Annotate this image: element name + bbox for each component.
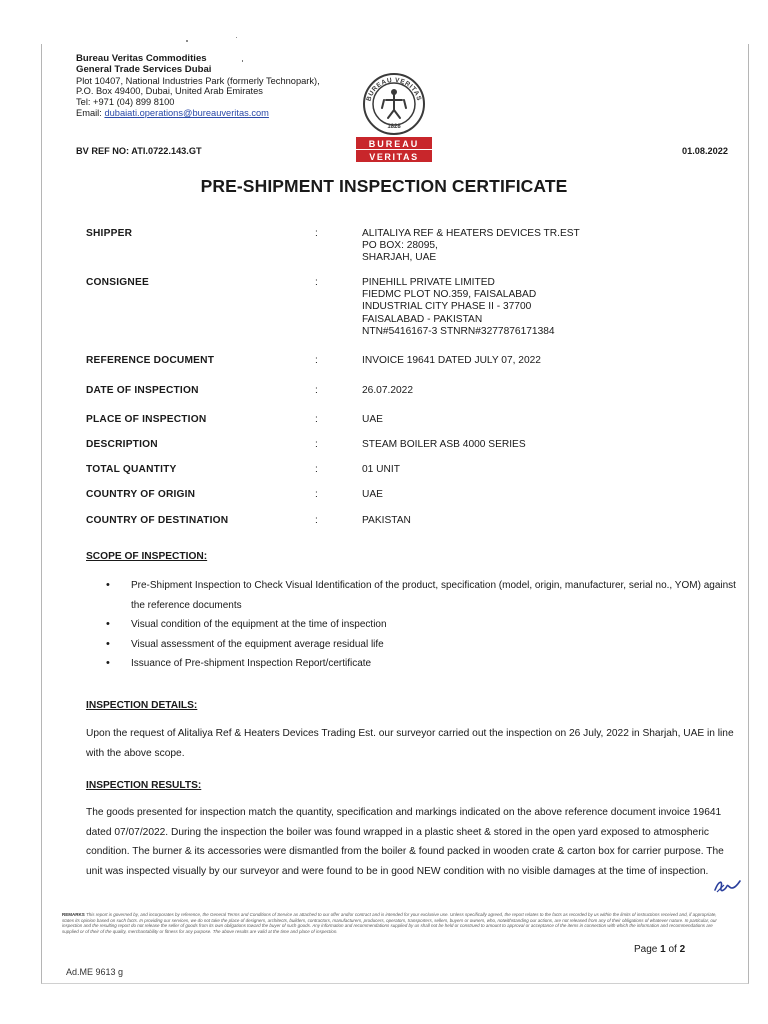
company-address-block: [76, 54, 320, 119]
field-label: CONSIGNEE: [86, 277, 149, 288]
document-date: 01.08.2022: [682, 146, 728, 156]
field-label: COUNTRY OF ORIGIN: [86, 489, 196, 500]
remarks-label: REMARKS: [62, 912, 85, 917]
email-link[interactable]: dubaiati.operations@bureauveritas.com: [104, 107, 269, 118]
field-value: ALITALIYA REF & HEATERS DEVICES TR.EST PO BOX: 28095, SHARJAH, UAE: [362, 228, 580, 264]
logo-word-bureau: BUREAU: [368, 139, 420, 149]
field-label: REFERENCE DOCUMENT: [86, 355, 215, 366]
logo-figure-icon: [382, 89, 406, 118]
list-item: • Visual assessment of the equipment average residual life: [106, 635, 736, 655]
details-paragraph: Upon the request of Alitaliya Ref & Heaters Devices Trading Est. our surveyor carried out the inspection on 26 July, 2022 in Sharjah, UAE in line with the above scope.: [86, 728, 734, 759]
field-label: TOTAL QUANTITY: [86, 464, 177, 475]
field-label: SHIPPER: [86, 228, 133, 239]
field-separator: :: [315, 385, 318, 396]
page-prefix: Page: [634, 944, 658, 955]
details-heading: INSPECTION DETAILS:: [86, 700, 198, 711]
field-value: INVOICE 19641 DATED JULY 07, 2022: [362, 355, 541, 366]
list-item: • Issuance of Pre-shipment Inspection Report/certificate: [106, 654, 736, 674]
field-separator: :: [315, 515, 318, 526]
scope-list: [106, 576, 736, 674]
field-separator: :: [315, 277, 318, 288]
field-value: PINEHILL PRIVATE LIMITED FIEDMC PLOT NO.359, FAISALABAD INDUSTRIAL CITY PHASE II - 37700 FAISALABAD - PAKISTAN NTN#5416167-3 STNRN#3277876171384: [362, 277, 555, 337]
field-separator: :: [315, 489, 318, 500]
results-heading: INSPECTION RESULTS:: [86, 780, 202, 791]
email-line: [76, 108, 320, 119]
logo-ring-text: BUREAU VERITAS: [365, 76, 423, 103]
page-current: 1: [660, 944, 666, 955]
email-label: Email:: [76, 107, 102, 118]
page-of: of: [668, 944, 677, 955]
address-line-2: P.O. Box 49400, Dubai, United Arab Emirates: [76, 86, 263, 97]
field-value: 26.07.2022: [362, 385, 413, 396]
remarks-text: This report is governed by, and incorporates by reference, the General Terms and Conditions of Service as attached to our offer and/or contract and is intended for your exclusive use. Unless specifically agreed, the report relates to the facts as recorded by us within the limits of instructions received and, if appropriate, states its opinion based on such facts. In providing our services, we do not take the place of designers, architects, builders, contractors, manufacturers, producers, operators, transporters, sellers, buyers or owners, who, notwithstanding our actions, are not released from any of their obligations of whatever nature. In particular, our inspection and the resulting report do not release the seller of goods from its own obligations toward the buyer of such goods. Any information and recommendations supplied by us shall not be held or construed to amount to approval or acceptance of the items in connection with which the information and recommendations are supplied or of their of the quality, merchantability or fitness for any purpose. The above results are valid at the time and place of inspection.: [62, 912, 717, 934]
field-value: UAE: [362, 489, 383, 500]
remarks-footer: [62, 912, 722, 934]
scope-heading: SCOPE OF INSPECTION:: [86, 551, 208, 562]
field-label: PLACE OF INSPECTION: [86, 414, 207, 425]
company-division: General Trade Services Dubai: [76, 63, 212, 75]
address-line-1: Plot 10407, National Industries Park (formerly Technopark),: [76, 75, 320, 86]
field-label: COUNTRY OF DESTINATION: [86, 515, 229, 526]
page-total: 2: [679, 944, 686, 955]
telephone: Tel: +971 (04) 899 8100: [76, 97, 175, 108]
page-number: [634, 944, 685, 955]
logo-year: 1828: [387, 124, 401, 130]
field-label: DESCRIPTION: [86, 439, 158, 450]
field-value: PAKISTAN: [362, 515, 411, 526]
field-value: 01 UNIT: [362, 464, 400, 475]
field-label: DATE OF INSPECTION: [86, 385, 199, 396]
field-value: STEAM BOILER ASB 4000 SERIES: [362, 439, 526, 450]
list-item: • Visual condition of the equipment at the time of inspection: [106, 615, 736, 635]
initials-signature-icon: [712, 876, 742, 898]
results-paragraph: The goods presented for inspection match the quantity, specification and markings indicated on the above reference document invoice 19641 dated 07/07/2022. During the inspection the boiler was found wrapped in a plastic sheet & stored in the open yard exposed to atmospheric condition. The burner & its accessories were dismantled from the boiler & found packed in wooden crate & carton box for carrier purpose. The unit was inspected visually by our surveyor and were found to be in good NEW condition with no visible damages at the time of inspection.: [86, 807, 724, 877]
logo-word-veritas: VERITAS: [369, 152, 419, 162]
field-separator: :: [315, 464, 318, 475]
field-separator: :: [315, 355, 318, 366]
field-separator: :: [315, 414, 318, 425]
scan-speck: [236, 37, 237, 38]
form-code: Ad.ME 9613 g: [66, 967, 124, 977]
field-separator: :: [315, 439, 318, 450]
page-title: PRE-SHIPMENT INSPECTION CERTIFICATE: [200, 176, 568, 196]
company-name: Bureau Veritas Commodities: [76, 53, 207, 64]
field-value: UAE: [362, 414, 383, 425]
list-item: • Pre-Shipment Inspection to Check Visual Identification of the product, specification (model, origin, manufacturer, serial no., YOM) against the reference documents: [106, 576, 736, 615]
bv-reference-number: BV REF NO: ATI.0722.143.GT: [76, 146, 202, 156]
field-separator: :: [315, 228, 318, 239]
scan-speck: [186, 40, 188, 42]
bureau-veritas-logo: [352, 64, 436, 164]
